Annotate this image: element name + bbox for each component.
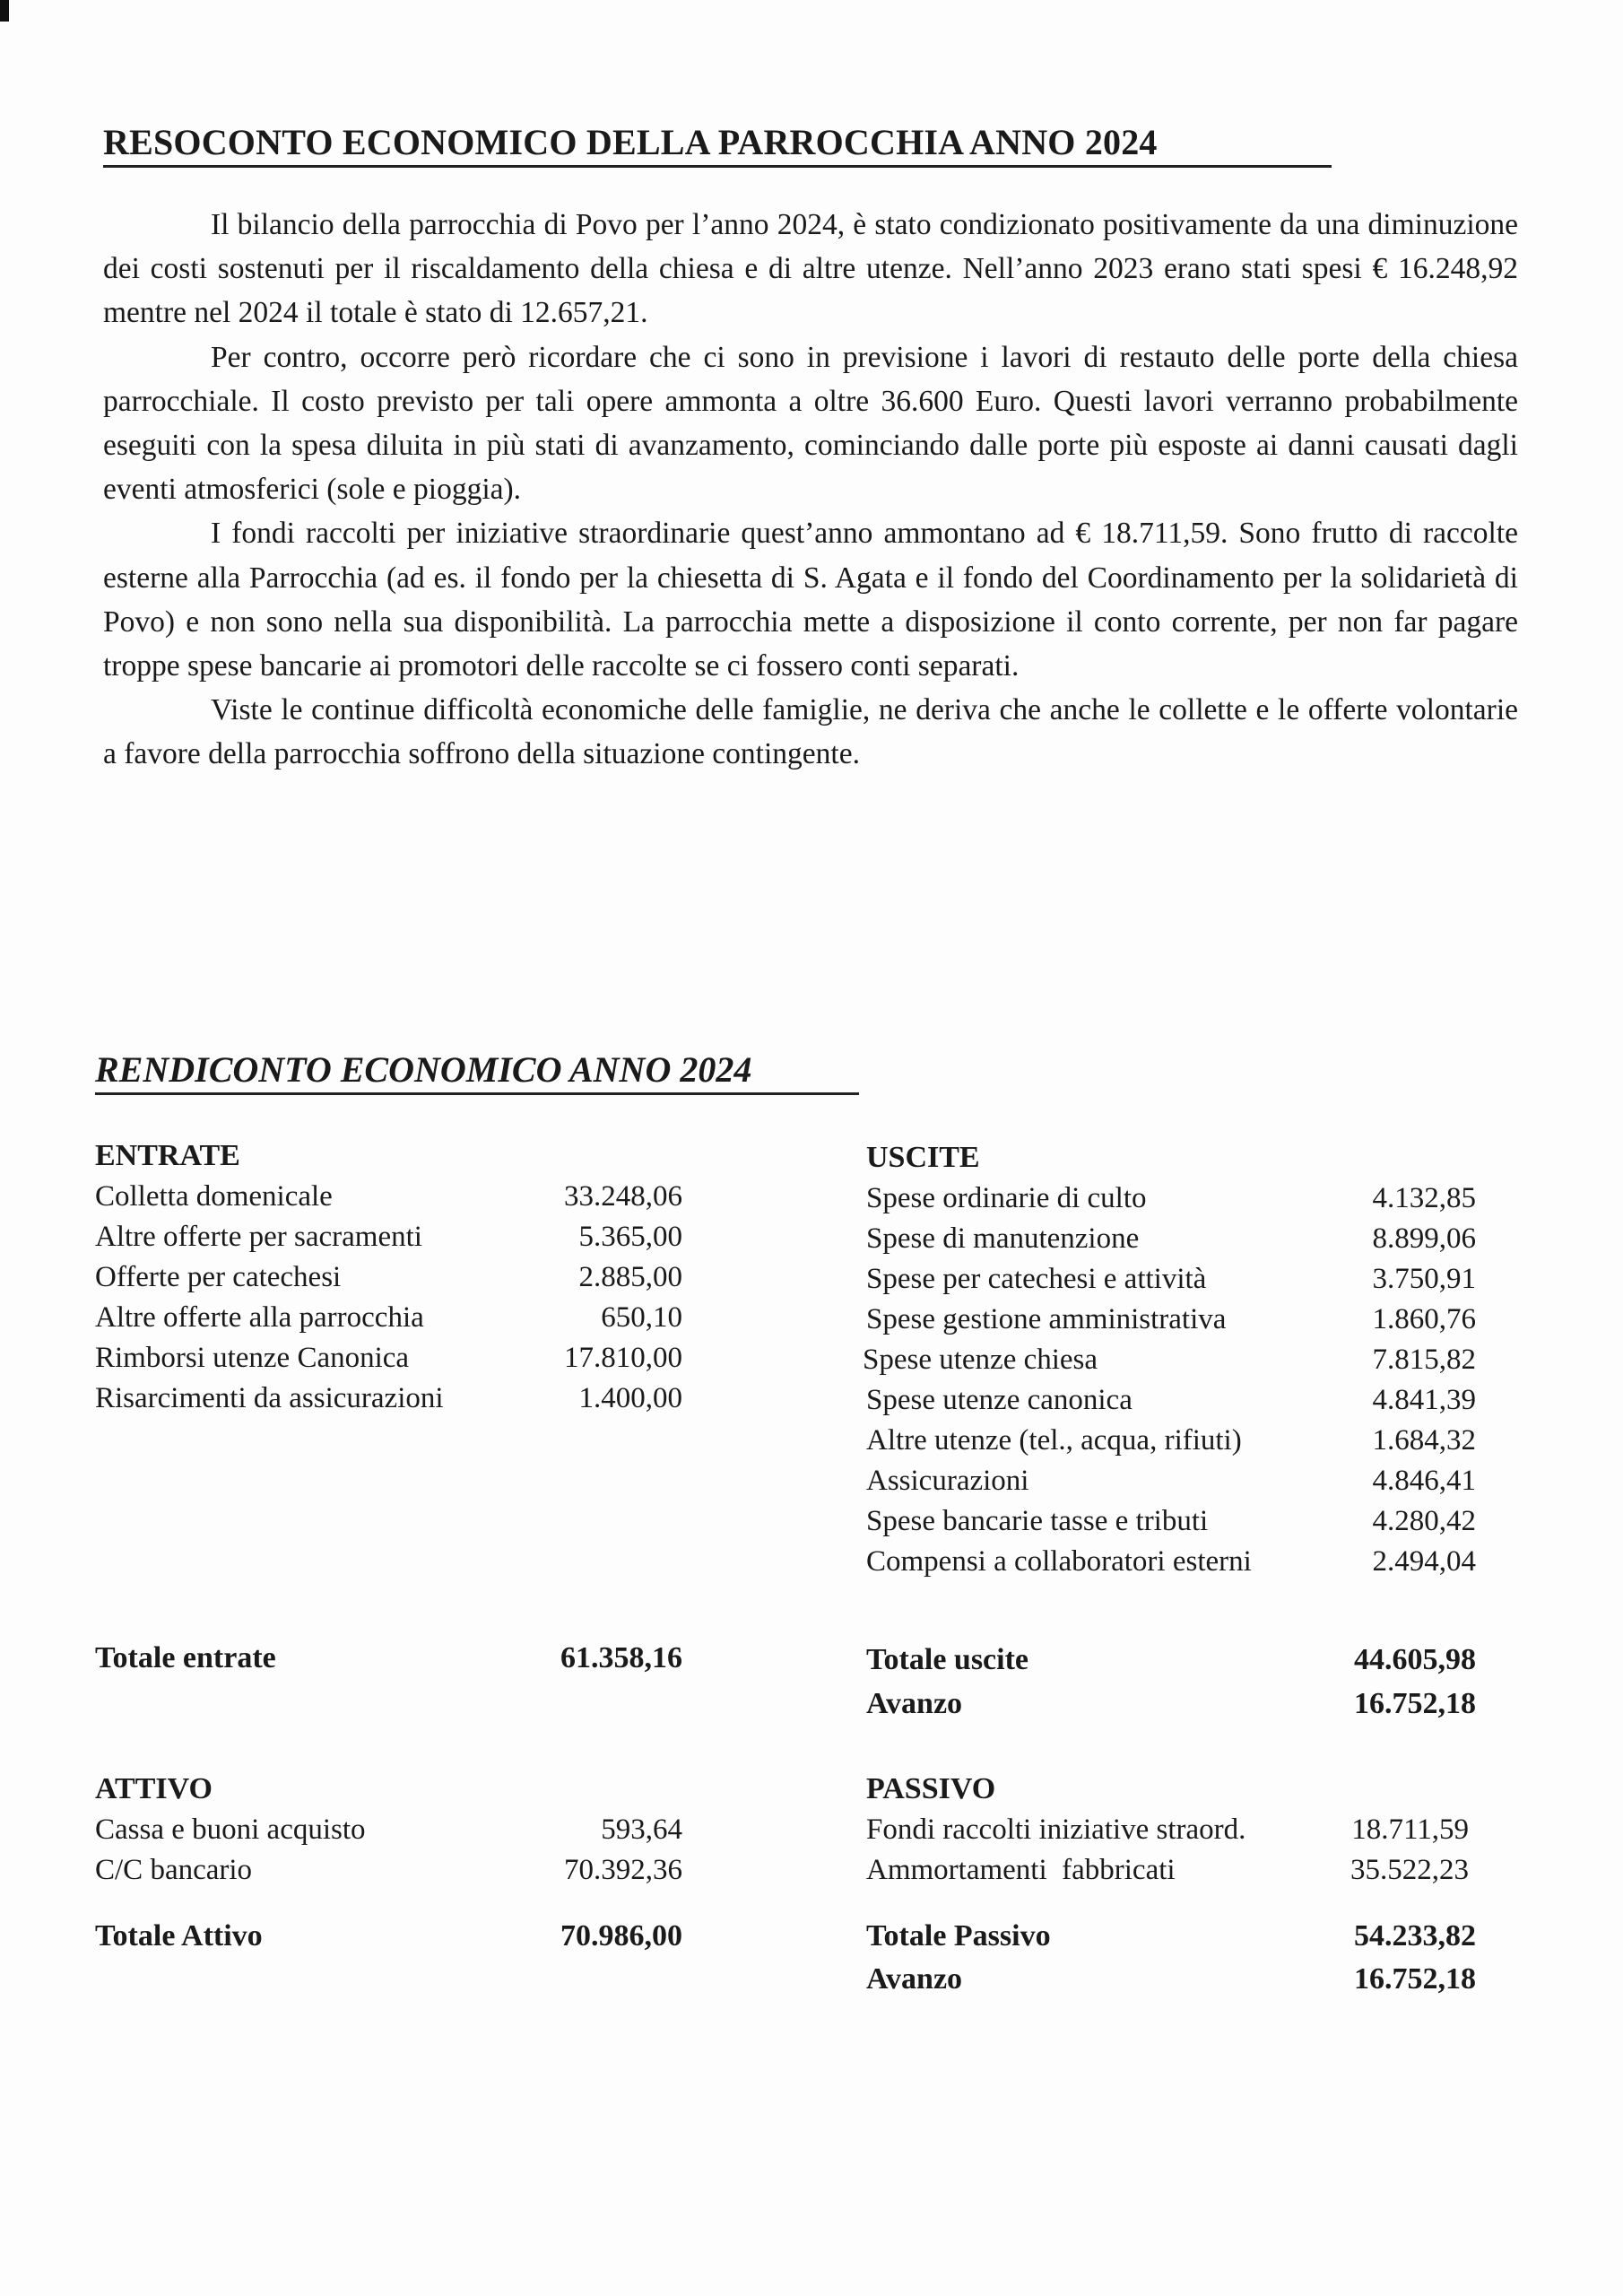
entrate-value: 1.400,00 xyxy=(578,1382,682,1414)
entrate-label: Rimborsi utenze Canonica xyxy=(95,1342,410,1374)
passivo-label: Ammortamenti fabbricati xyxy=(866,1854,1176,1886)
entrate-row xyxy=(95,1177,682,1217)
uscite-value: 3.750,91 xyxy=(1372,1263,1476,1295)
entrate-value: 5.365,00 xyxy=(578,1221,682,1253)
intro-paragraph-extraordinary-funds: I fondi raccolti per iniziative straordinarie quest’anno ammontano ad € 18.711,59. Sono frutto di raccolte esterne alla Parrocchia (ad es. il fondo per la chiesetta di S. Agata e il fondo del Coordinamento per la solidarietà di Povo) e non sono nella sua disponibilità. La parrocchia mette a disposizione il conto corrente, per non far pagare troppe spese bancarie ai promotori delle raccolte se ci fossero conti separati. xyxy=(103,517,1518,683)
entrate-section xyxy=(95,1139,682,1695)
attivo-total-row xyxy=(95,1916,682,1956)
uscite-row xyxy=(866,1461,1476,1501)
uscite-label: Spese per catechesi e attività xyxy=(866,1263,1207,1295)
uscite-row xyxy=(866,1300,1476,1340)
uscite-total-value: 44.605,98 xyxy=(1354,1643,1476,1676)
attivo-row xyxy=(95,1850,682,1891)
uscite-label: Spese gestione amministrativa xyxy=(866,1303,1227,1335)
attivo-label: Cassa e buoni acquisto xyxy=(95,1813,366,1846)
uscite-label: Spese utenze chiesa xyxy=(863,1344,1098,1376)
entrate-row xyxy=(95,1298,682,1338)
passivo-value: 18.711,59 xyxy=(1351,1813,1469,1846)
uscite-label: Spese di manutenzione xyxy=(866,1222,1140,1255)
intro-text xyxy=(103,203,1518,777)
attivo-value: 593,64 xyxy=(601,1813,682,1846)
entrate-total-value: 61.358,16 xyxy=(560,1641,682,1674)
uscite-surplus-value: 16.752,18 xyxy=(1354,1687,1476,1720)
uscite-value: 1.684,32 xyxy=(1372,1424,1476,1457)
entrate-label: Altre offerte alla parrocchia xyxy=(95,1301,424,1334)
uscite-row xyxy=(863,1340,1476,1380)
entrate-value: 650,10 xyxy=(601,1301,682,1334)
entrate-value: 2.885,00 xyxy=(578,1261,682,1293)
entrate-value: 17.810,00 xyxy=(564,1342,682,1374)
uscite-surplus-label: Avanzo xyxy=(866,1687,963,1720)
uscite-label: Assicurazioni xyxy=(866,1465,1029,1497)
entrate-label: Risarcimenti da assicurazioni xyxy=(95,1382,444,1414)
passivo-total-row xyxy=(866,1916,1476,1956)
uscite-surplus-row xyxy=(866,1683,1476,1724)
uscite-value: 4.846,41 xyxy=(1372,1465,1476,1497)
attivo-value: 70.392,36 xyxy=(564,1854,682,1886)
entrate-value: 33.248,06 xyxy=(564,1180,682,1213)
uscite-label: Spese utenze canonica xyxy=(866,1384,1133,1416)
passivo-total-value: 54.233,82 xyxy=(1354,1919,1476,1952)
attivo-section xyxy=(95,1772,682,1996)
uscite-row xyxy=(866,1501,1476,1542)
uscite-value: 2.494,04 xyxy=(1372,1545,1476,1578)
passivo-value: 35.522,23 xyxy=(1350,1854,1469,1886)
entrate-label: Offerte per catechesi xyxy=(95,1261,342,1293)
uscite-value: 4.132,85 xyxy=(1372,1182,1476,1214)
entrate-total-label: Totale entrate xyxy=(95,1641,276,1674)
intro-paragraph-heating: Il bilancio della parrocchia di Povo per l’anno 2024, è stato condizionato positivamente da una diminuzione dei costi sostenuti per il riscaldamento della chiesa e di altre utenze. Nell’anno 2023 erano stati spesi € 16.248,92 mentre nel 2024 il totale è stato di 12.657,21. xyxy=(103,208,1518,330)
attivo-heading: ATTIVO xyxy=(95,1772,213,1805)
passivo-surplus-row xyxy=(866,1959,1476,1999)
entrate-row xyxy=(95,1217,682,1257)
passivo-row xyxy=(866,1810,1476,1850)
uscite-label: Compensi a collaboratori esterni xyxy=(866,1545,1252,1578)
passivo-heading: PASSIVO xyxy=(866,1772,996,1805)
uscite-total-label: Totale uscite xyxy=(866,1643,1029,1676)
uscite-row xyxy=(866,1178,1476,1219)
uscite-value: 4.841,39 xyxy=(1372,1384,1476,1416)
uscite-row xyxy=(866,1259,1476,1300)
passivo-surplus-label: Avanzo xyxy=(866,1962,963,1996)
rendiconto-title: RENDICONTO ECONOMICO ANNO 2024 xyxy=(95,1049,859,1095)
attivo-total-value: 70.986,00 xyxy=(560,1919,682,1952)
entrate-label: Altre offerte per sacramenti xyxy=(95,1221,422,1253)
uscite-total-row xyxy=(866,1639,1476,1680)
uscite-row xyxy=(866,1219,1476,1259)
uscite-label: Altre utenze (tel., acqua, rifiuti) xyxy=(866,1424,1242,1457)
entrate-heading: ENTRATE xyxy=(95,1139,240,1172)
report-title: RESOCONTO ECONOMICO DELLA PARROCCHIA ANNO 2024 xyxy=(103,122,1332,168)
passivo-section xyxy=(866,1772,1476,2041)
passivo-label: Fondi raccolti iniziative straord. xyxy=(866,1813,1246,1846)
entrate-total-row xyxy=(95,1638,682,1678)
uscite-section xyxy=(863,1141,1476,1751)
uscite-row xyxy=(866,1380,1476,1421)
uscite-value: 1.860,76 xyxy=(1372,1303,1476,1335)
uscite-row xyxy=(866,1421,1476,1461)
entrate-row xyxy=(95,1257,682,1298)
attivo-total-label: Totale Attivo xyxy=(95,1919,263,1952)
intro-paragraph-restoration: Per contro, occorre però ricordare che ci sono in previsione i lavori di restauto delle porte della chiesa parrocchiale. Il costo previsto per tali opere ammonta a oltre 36.600 Euro. Questi lavori verranno probabilmente eseguiti con la spesa diluita in più stati di avanzamento, cominciando dalle porte più esposte ai danni causati dagli eventi atmosferici (sole e pioggia). xyxy=(103,340,1518,507)
uscite-row xyxy=(866,1542,1476,1582)
attivo-row xyxy=(95,1810,682,1850)
uscite-value: 8.899,06 xyxy=(1372,1222,1476,1255)
entrate-label: Colletta domenicale xyxy=(95,1180,333,1213)
uscite-label: Spese ordinarie di culto xyxy=(866,1182,1147,1214)
entrate-row xyxy=(95,1338,682,1378)
intro-paragraph-families: Viste le continue difficoltà economiche delle famiglie, ne deriva che anche le collette e le offerte volontarie a favore della parrocchia soffrono della situazione contingente. xyxy=(103,693,1518,771)
uscite-heading: USCITE xyxy=(866,1141,980,1174)
uscite-value: 4.280,42 xyxy=(1372,1505,1476,1537)
passivo-row xyxy=(866,1850,1476,1891)
passivo-surplus-value: 16.752,18 xyxy=(1354,1962,1476,1996)
entrate-row xyxy=(95,1378,682,1419)
passivo-total-label: Totale Passivo xyxy=(866,1919,1051,1952)
uscite-label: Spese bancarie tasse e tributi xyxy=(866,1505,1209,1537)
scan-corner-mark xyxy=(0,0,9,22)
uscite-value: 7.815,82 xyxy=(1372,1344,1476,1376)
attivo-label: C/C bancario xyxy=(95,1854,253,1886)
